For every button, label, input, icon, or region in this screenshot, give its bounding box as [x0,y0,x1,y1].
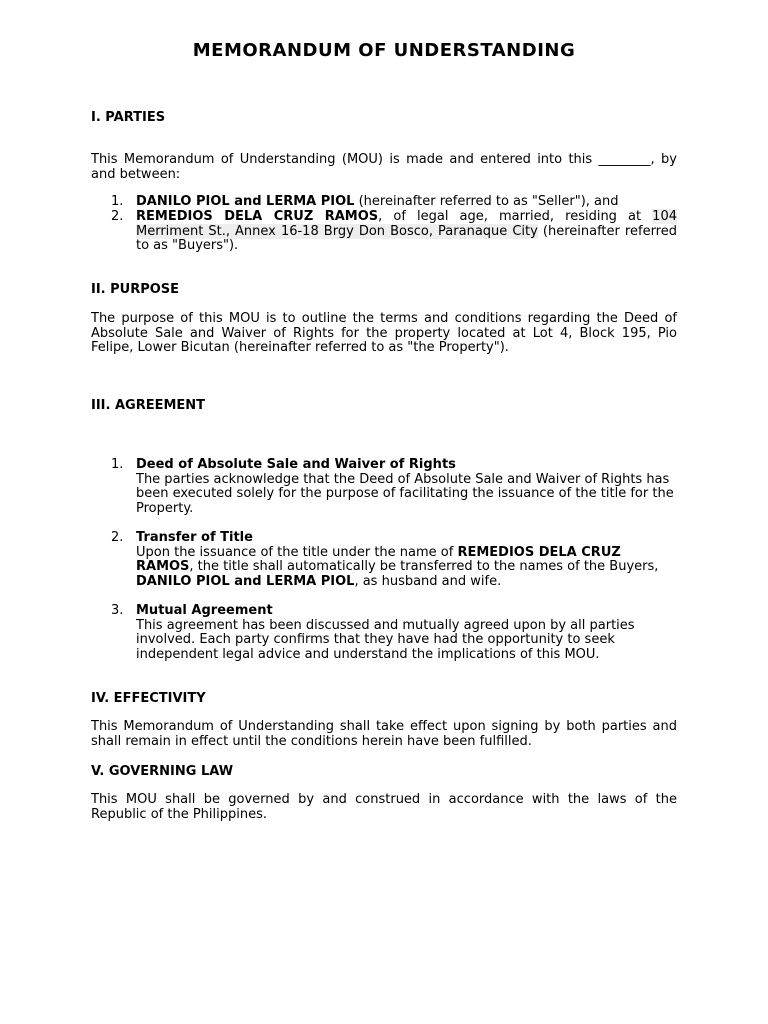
section-heading-agreement: III. AGREEMENT [91,398,206,413]
party-text [136,195,677,210]
agreement-item-text: The parties acknowledge that the Deed of Absolute Sale and Waiver of Rights has been executed solely for the purpose of facilitating the issuance of the title for the Property. [136,471,674,516]
list-number: 3. [111,603,124,618]
agreement-item [91,604,677,662]
agreement-item-title: Transfer of Title [136,530,253,545]
agreement-item-title: Mutual Agreement [136,603,273,618]
governing-law-text: This MOU shall be governed by and construed in accordance with the laws of the Republic of the Philippines. [91,792,677,822]
purpose-text: The purpose of this MOU is to outline the terms and conditions regarding the Deed of Absolute Sale and Waiver of Rights for the property located at Lot 4, Block 195, Pio Felipe, Lower Bicutan (hereinafter referred to as "the Property"). [91,311,677,355]
section-heading-governing-law: V. GOVERNING LAW [91,764,234,779]
list-number: 1. [111,457,124,472]
party-role: (hereinafter referred to as "Seller"), and [354,194,619,209]
agreement-body [136,458,677,516]
list-number: 2. [111,530,124,545]
party-name: DANILO PIOL and LERMA PIOL [136,194,355,209]
party-item [91,195,677,210]
party-name: REMEDIOS DELA CRUZ RAMOS [136,209,379,224]
agreement-item-text: , the title shall automatically be transferred to the names of the Buyers, [189,559,659,574]
agreement-body [136,604,677,662]
agreement-item [91,458,677,516]
agreement-item-text: This agreement has been discussed and mutually agreed upon by all parties involved. Each party confirms that they have had the opportunity to seek independent legal advice and understand the implications of this MOU. [136,617,635,662]
section-heading-effectivity: IV. EFFECTIVITY [91,691,206,706]
agreement-item-title: Deed of Absolute Sale and Waiver of Rights [136,457,456,472]
list-number: 1. [111,194,124,209]
list-number: 2. [111,209,124,224]
party-address: 104 Merriment St., Annex 16-18 Brgy Don Bosco, Paranaque City [136,209,677,239]
agreement-item-text: , as husband and wife. [354,573,502,589]
agreement-item-text: Upon the issuance of the title under the name of [136,544,458,560]
party-text [136,210,677,254]
agreement-item [91,531,677,589]
party-role: (hereinafter referred to as "Buyers"). [136,223,677,253]
agreement-body [136,531,677,589]
seller-name: DANILO PIOL and LERMA PIOL [136,573,355,589]
section-heading-parties: I. PARTIES [91,110,166,125]
effectivity-text: This Memorandum of Understanding shall take effect upon signing by both parties and shall remain in effect until the conditions herein have been fulfilled. [91,719,677,749]
section-heading-purpose: II. PURPOSE [91,282,180,297]
party-description: , of legal age, married, residing at [378,209,653,224]
party-item [91,210,677,254]
parties-intro: This Memorandum of Understanding (MOU) is made and entered into this ________, by and between: [91,152,677,182]
document-title: MEMORANDUM OF UNDERSTANDING [192,40,576,61]
buyer-name: REMEDIOS DELA CRUZ RAMOS [136,544,621,574]
